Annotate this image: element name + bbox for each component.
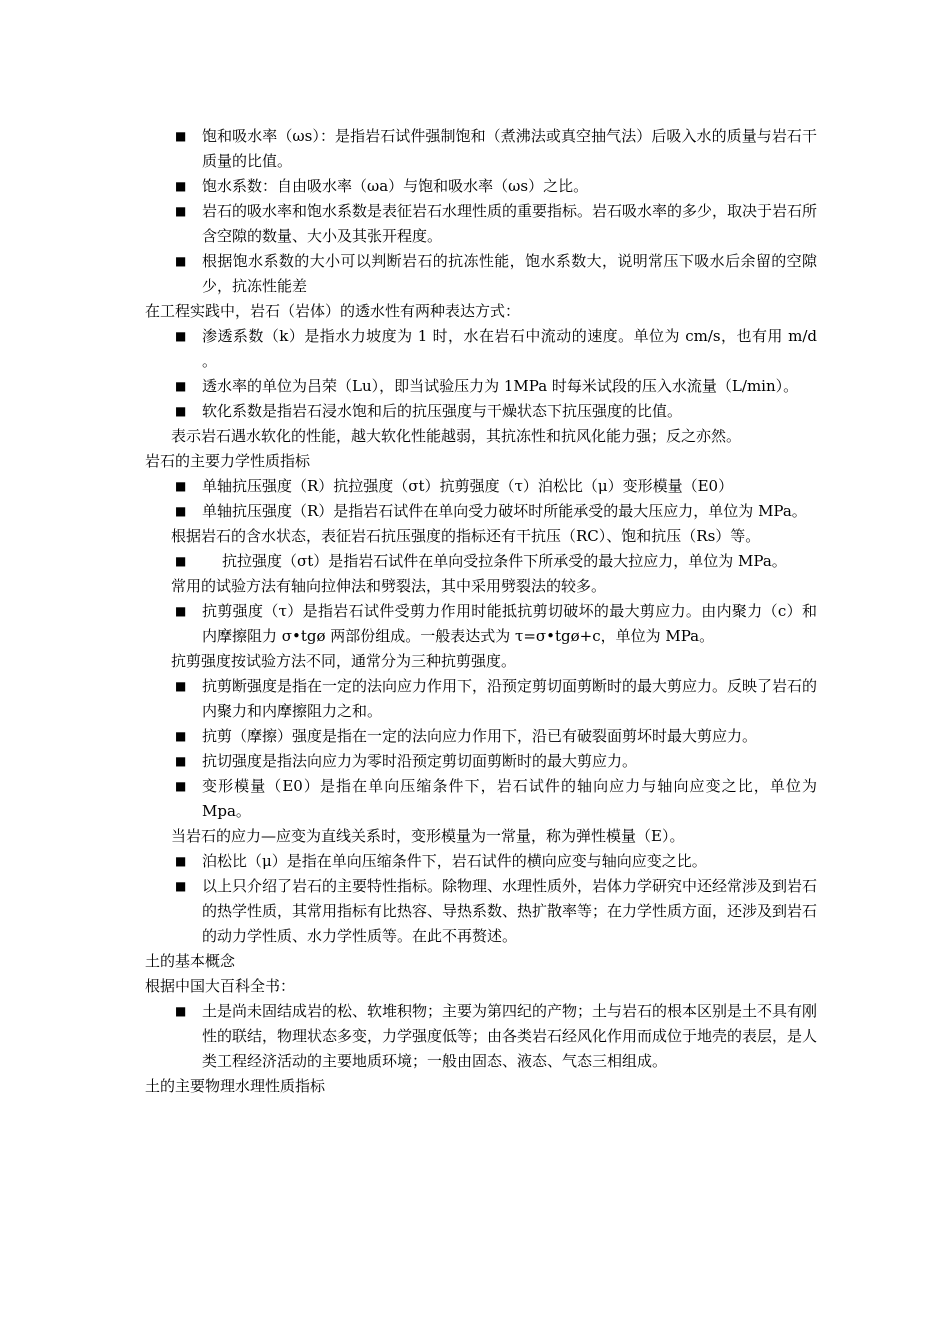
bullet-marker: ■ bbox=[175, 379, 187, 393]
bullet-marker: ■ bbox=[175, 329, 187, 343]
bullet-item bbox=[145, 324, 817, 374]
bullet-text: 抗剪（摩擦）强度是指在一定的法向应力作用下，沿已有破裂面剪坏时最大剪应力。 bbox=[202, 727, 758, 745]
bullet-marker: ■ bbox=[175, 404, 187, 418]
bullet-item bbox=[145, 849, 817, 874]
indented-paragraph: 表示岩石遇水软化的性能，越大软化性能越弱，其抗冻性和抗风化能力强；反之亦然。 bbox=[171, 427, 742, 445]
bullet-item bbox=[145, 674, 817, 724]
bullet-marker: ■ bbox=[175, 604, 187, 618]
bullet-item bbox=[145, 724, 817, 749]
bullet-list bbox=[145, 324, 817, 424]
bullet-marker: ■ bbox=[175, 129, 187, 143]
bullet-text: 单轴抗压强度（R）是指岩石试件在单向受力破坏时所能承受的最大压应力，单位为 MPa。 bbox=[202, 502, 807, 520]
bullet-item bbox=[145, 399, 817, 424]
bullet-text: 软化系数是指岩石浸水饱和后的抗压强度与干燥状态下抗压强度的比值。 bbox=[202, 402, 683, 420]
indented-paragraph: 根据岩石的含水状态，表征岩石抗压强度的指标还有干抗压（RC）、饱和抗压（Rs）等。 bbox=[171, 527, 761, 545]
bullet-text: 泊松比（μ）是指在单向压缩条件下，岩石试件的横向应变与轴向应变之比。 bbox=[202, 852, 707, 870]
bullet-marker: ■ bbox=[175, 254, 187, 268]
bullet-list bbox=[145, 674, 817, 824]
bullet-text: 以上只介绍了岩石的主要特性指标。除物理、水理性质外，岩体力学研究中还经常涉及到岩石的热学性质，其常用指标有比热容、导热系数、热扩散率等；在力学性质方面，还涉及到岩石的动力学性质、水力学性质等。在此不再赘述。 bbox=[202, 877, 818, 945]
bullet-marker: ■ bbox=[175, 554, 187, 568]
bullet-item bbox=[145, 124, 817, 174]
bullet-marker: ■ bbox=[175, 779, 187, 793]
bullet-marker: ■ bbox=[175, 679, 187, 693]
bullet-marker: ■ bbox=[175, 179, 187, 193]
bullet-item bbox=[145, 599, 817, 649]
bullet-item bbox=[145, 174, 817, 199]
paragraph: 在工程实践中，岩石（岩体）的透水性有两种表达方式： bbox=[145, 302, 521, 320]
bullet-text: 变形模量（E0）是指在单向压缩条件下，岩石试件的轴向应力与轴向应变之比，单位为 Mpa。 bbox=[202, 777, 817, 820]
bullet-item bbox=[145, 249, 817, 299]
bullet-list bbox=[145, 999, 817, 1074]
bullet-marker: ■ bbox=[175, 879, 187, 893]
bullet-item bbox=[145, 749, 817, 774]
bullet-item bbox=[145, 499, 817, 524]
bullet-text: 土是尚未固结成岩的松、软堆积物；主要为第四纪的产物；土与岩石的根本区别是土不具有刚性的联结，物理状态多变，力学强度低等；由各类岩石经风化作用而成位于地壳的表层，是人类工程经济活动的主要地质环境；一般由固态、液态、气态三相组成。 bbox=[202, 1002, 818, 1070]
bullet-marker: ■ bbox=[175, 504, 187, 518]
bullet-list bbox=[145, 474, 817, 524]
paragraph: 土的基本概念 bbox=[145, 952, 236, 970]
bullet-list bbox=[145, 849, 817, 949]
paragraph: 根据中国大百科全书： bbox=[145, 977, 296, 995]
indented-paragraph: 常用的试验方法有轴向拉伸法和劈裂法，其中采用劈裂法的较多。 bbox=[171, 577, 607, 595]
bullet-text: 饱和吸水率（ωs）：是指岩石试件强制饱和（煮沸法或真空抽气法）后吸入水的质量与岩石干质量的比值。 bbox=[202, 127, 817, 170]
paragraph: 土的主要物理水理性质指标 bbox=[145, 1077, 326, 1095]
paragraph: 岩石的主要力学性质指标 bbox=[145, 452, 311, 470]
document-body bbox=[145, 124, 817, 1099]
bullet-item bbox=[145, 374, 817, 399]
indented-paragraph: 当岩石的应力—应变为直线关系时，变形模量为一常量，称为弹性模量（E）。 bbox=[171, 827, 685, 845]
indented-paragraph: 抗剪强度按试验方法不同，通常分为三种抗剪强度。 bbox=[171, 652, 517, 670]
bullet-text: 饱水系数：自由吸水率（ωa）与饱和吸水率（ωs）之比。 bbox=[202, 177, 589, 195]
bullet-text: 抗切强度是指法向应力为零时沿预定剪切面剪断时的最大剪应力。 bbox=[202, 752, 638, 770]
bullet-marker: ■ bbox=[175, 479, 187, 493]
bullet-item bbox=[145, 549, 817, 574]
bullet-marker: ■ bbox=[175, 754, 187, 768]
bullet-text: 单轴抗压强度（R）抗拉强度（σt）抗剪强度（τ）泊松比（μ）变形模量（E0） bbox=[202, 477, 734, 495]
bullet-text: 透水率的单位为吕荣（Lu），即当试验压力为 1MPa 时每米试段的压入水流量（L/min）。 bbox=[202, 377, 799, 395]
bullet-text: 岩石的吸水率和饱水系数是表征岩石水理性质的重要指标。岩石吸水率的多少，取决于岩石所含空隙的数量、大小及其张开程度。 bbox=[202, 202, 818, 245]
bullet-marker: ■ bbox=[175, 1004, 187, 1018]
bullet-text: 抗剪断强度是指在一定的法向应力作用下，沿预定剪切面剪断时的最大剪应力。反映了岩石的内聚力和内摩擦阻力之和。 bbox=[202, 677, 818, 720]
bullet-marker: ■ bbox=[175, 204, 187, 218]
bullet-text: 抗拉强度（σt）是指岩石试件在单向受拉条件下所承受的最大拉应力，单位为 MPa。 bbox=[222, 552, 787, 570]
bullet-item bbox=[145, 474, 817, 499]
bullet-list bbox=[145, 549, 817, 574]
bullet-item bbox=[145, 774, 817, 824]
bullet-list bbox=[145, 124, 817, 299]
bullet-item bbox=[145, 874, 817, 949]
bullet-list bbox=[145, 599, 817, 649]
bullet-item bbox=[145, 999, 817, 1074]
bullet-text: 抗剪强度（τ）是指岩石试件受剪力作用时能抵抗剪切破坏的最大剪应力。由内聚力（c）和内摩擦阻力 σ•tgø 两部份组成。一般表达式为 τ=σ•tgø+c，单位为 MPa。 bbox=[202, 602, 817, 645]
bullet-marker: ■ bbox=[175, 729, 187, 743]
bullet-text: 根据饱水系数的大小可以判断岩石的抗冻性能，饱水系数大，说明常压下吸水后余留的空隙少，抗冻性能差 bbox=[202, 252, 817, 295]
bullet-marker: ■ bbox=[175, 854, 187, 868]
bullet-item bbox=[145, 199, 817, 249]
bullet-text: 渗透系数（k）是指水力坡度为 1 时，水在岩石中流动的速度。单位为 cm/s，也有用 m/d 。 bbox=[202, 327, 817, 370]
